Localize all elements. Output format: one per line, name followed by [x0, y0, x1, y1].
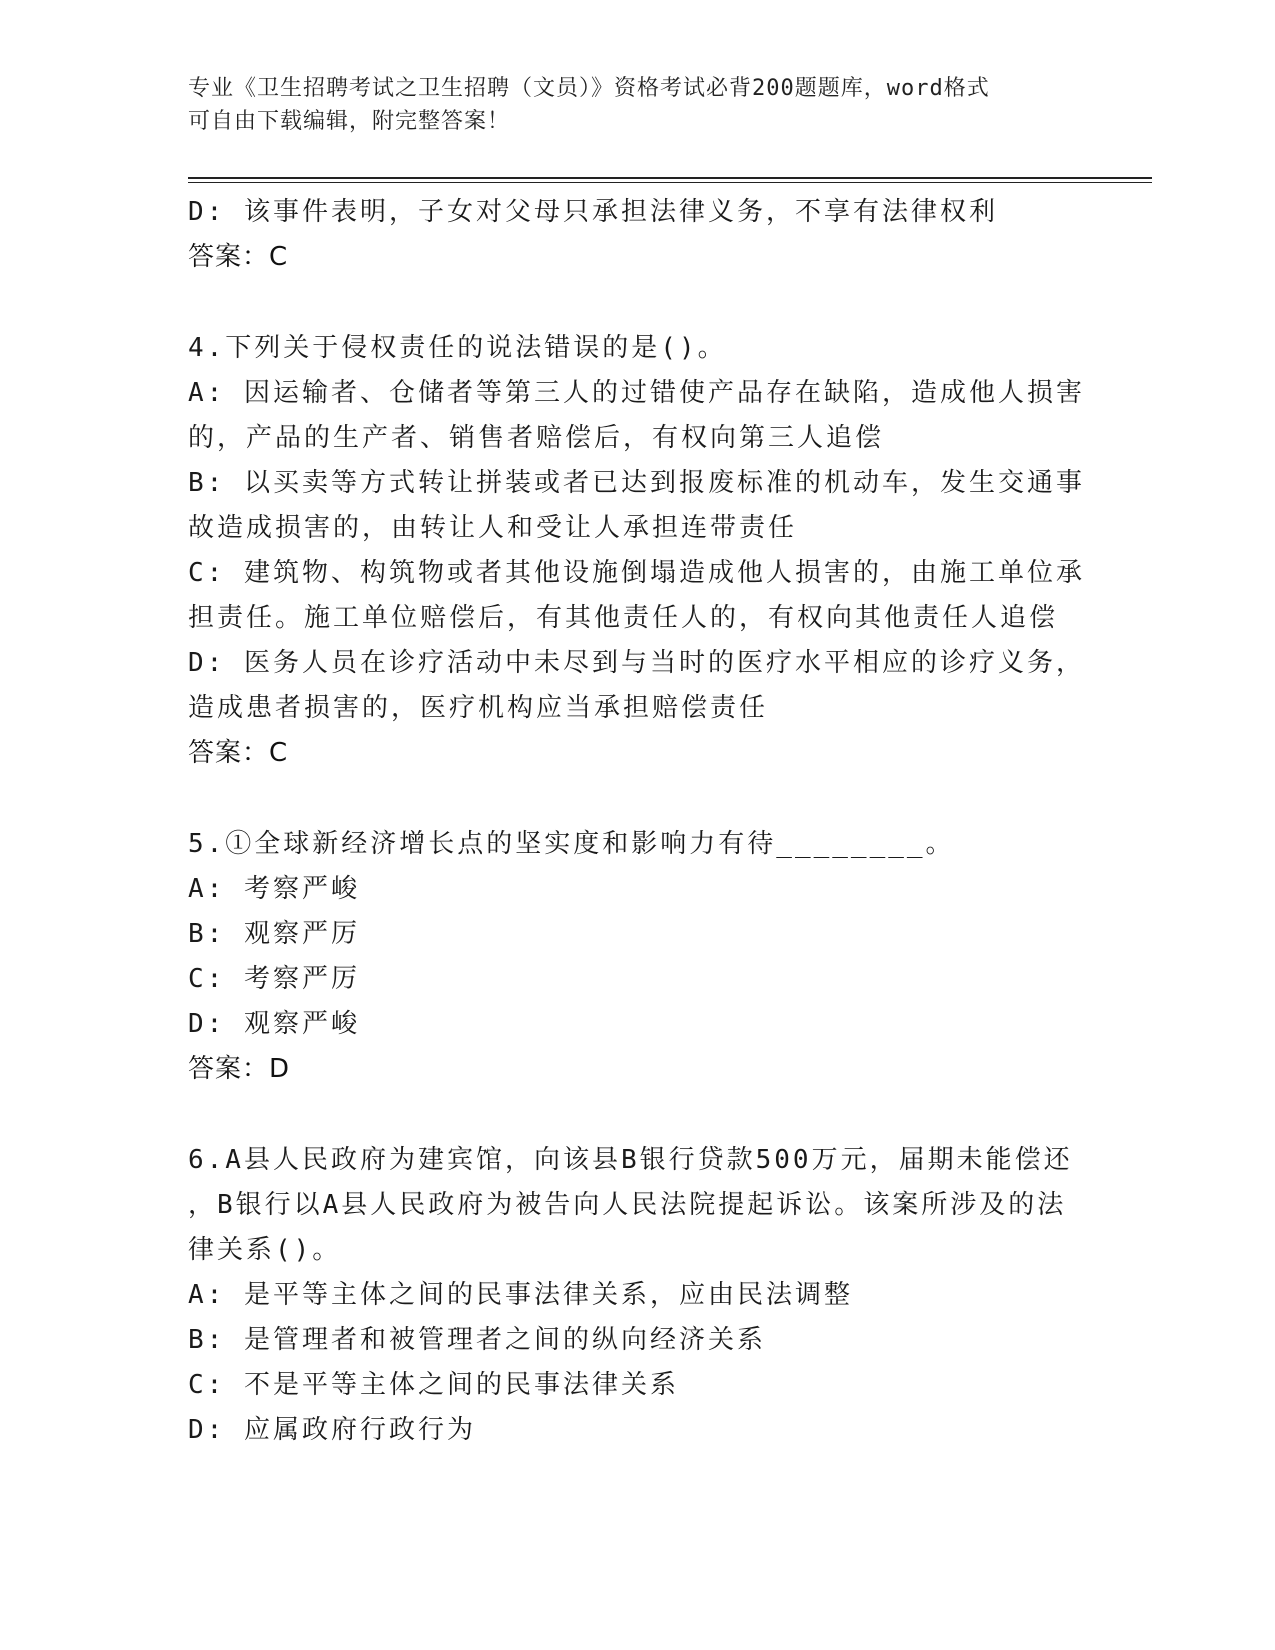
header-title-line-2: 可自由下载编辑，附完整答案！: [188, 109, 511, 134]
option-d: D: 应属政府行政行为: [188, 1415, 476, 1445]
header-title-line-1: 专业《卫生招聘考试之卫生招聘（文员）》资格考试必背200题题库，word格式: [188, 76, 990, 101]
option-b: B: 以买卖等方式转让拼装或者已达到报废标准的机动车，发生交通事: [188, 468, 1085, 498]
option-a: A: 是平等主体之间的民事法律关系，应由民法调整: [188, 1280, 853, 1310]
header-divider-thin: [188, 182, 1152, 183]
spacer: [188, 776, 1088, 822]
option-a: A: 因运输者、仓储者等第三人的过错使产品存在缺陷，造成他人损害: [188, 378, 1085, 408]
option-c: C: 不是平等主体之间的民事法律关系: [188, 1370, 679, 1400]
option-d: D: 医务人员在诊疗活动中未尽到与当时的医疗水平相应的诊疗义务，: [188, 648, 1085, 678]
question-text: 6.A县人民政府为建宾馆，向该县B银行贷款500万元，届期未能偿还: [188, 1145, 1073, 1175]
document-body: [188, 190, 1088, 1453]
option-c: C: 建筑物、构筑物或者其他设施倒塌造成他人损害的，由施工单位承: [188, 558, 1085, 588]
question-text: 4.下列关于侵权责任的说法错误的是()。: [188, 333, 727, 363]
option-d-continued: 造成患者损害的，医疗机构应当承担赔偿责任: [188, 693, 769, 723]
option-a-continued: 的，产品的生产者、销售者赔偿后，有权向第三人追偿: [188, 423, 885, 453]
header-divider-thick: [188, 177, 1152, 179]
spacer: [188, 280, 1088, 326]
option-c: C: 考察严厉: [188, 964, 360, 994]
question-4: [188, 326, 1088, 776]
option-b: B: 观察严厉: [188, 919, 360, 949]
question-text-continued: 律关系()。: [188, 1235, 342, 1265]
option-d: D: 观察严峻: [188, 1009, 360, 1039]
answer-line: 答案：C: [188, 738, 289, 768]
option-c-continued: 担责任。施工单位赔偿后，有其他责任人的，有权向其他责任人追偿: [188, 603, 1059, 633]
option-a: A: 考察严峻: [188, 874, 360, 904]
question-text-continued: ，B银行以A县人民政府为被告向人民法院提起诉讼。该案所涉及的法: [188, 1190, 1067, 1220]
question-6: [188, 1138, 1088, 1453]
question-5: [188, 822, 1088, 1092]
question-3-tail: [188, 190, 1088, 280]
option-b-continued: 故造成损害的，由转让人和受让人承担连带责任: [188, 513, 798, 543]
answer-line: 答案：C: [188, 242, 289, 272]
question-text: 5.①全球新经济增长点的坚实度和影响力有待________。: [188, 829, 955, 859]
page-header: [188, 72, 1088, 138]
option-b: B: 是管理者和被管理者之间的纵向经济关系: [188, 1325, 766, 1355]
spacer: [188, 1092, 1088, 1138]
answer-line: 答案：D: [188, 1054, 291, 1084]
option-d: D: 该事件表明，子女对父母只承担法律义务，不享有法律权利: [188, 197, 998, 227]
